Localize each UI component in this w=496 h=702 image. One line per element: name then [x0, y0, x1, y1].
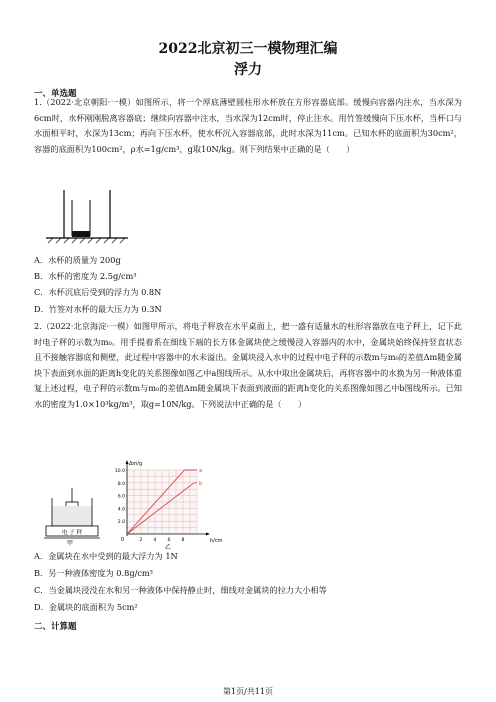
y-tick-10: 10.0 — [114, 469, 125, 474]
y-tick-4: 4.0 — [117, 507, 125, 513]
line-a-label: a — [199, 468, 203, 474]
question-2-text: 2.（2022·北京海淀·一模）如图甲所示，将电子秤放在水平桌面上，把一盛有适量水的柱形容器放在电子秤上，记下此时电子秤的示数为m₀。用手提着系在细线下端的长方体金属块使之缓慢浸入容器内的水中，金属块始终保持竖直状态且不接触容器底和侧壁，此过程中容器中的水未溢出。金属块浸入水中的过程中电子秤的示数m与m₀的差值Δm随金属块下表面到水面的距离h变化的关系图像如图乙中a图线所示。从水中取出金属块后，再将容器中的水换为另一种液体重复上述过程，电子秤的示数m与m₀的差值Δm随金属块下表面到液面的距离h变化的关系图像如图乙中b图线所示。已知水的密度为1.0×10³kg/m³，取g=10N/kg。下列说法中正确的是（ ） — [34, 321, 462, 409]
x-tick-8: 8 — [181, 538, 185, 543]
scale-label: 电 子 秤 — [62, 530, 82, 536]
origin-label: 0 — [120, 537, 124, 543]
question-1-option-d: D．竹签对水杯的最大压力为 0.3N — [34, 304, 162, 314]
question-2-option-b: B．另一种液体密度为 0.8g/cm³ — [34, 568, 153, 578]
x-tick-6: 6 — [167, 538, 171, 543]
section-heading-single-choice: 一、单选题 — [34, 89, 77, 99]
floor-hatch — [48, 238, 125, 243]
x-axis-label: h/cm — [210, 538, 223, 544]
water — [52, 506, 92, 526]
y-tick-6: 6.0 — [117, 494, 125, 500]
question-2-option-a: A．金属块在水中受到的最大浮力为 1N — [34, 551, 178, 561]
section-heading-calculation: 二、计算题 — [34, 622, 77, 632]
line-b-label: b — [199, 481, 203, 487]
page-title: 2022北京初三一模物理汇编 — [158, 41, 338, 57]
question-2-figure-jia — [44, 488, 102, 546]
figure-jia-label: 甲 — [66, 540, 74, 546]
page-subtitle: 浮力 — [234, 62, 262, 78]
x-tick-2: 2 — [139, 538, 143, 543]
question-1-option-b: B．水杯的密度为 2.5g/cm³ — [34, 271, 137, 281]
question-1-figure — [44, 186, 130, 244]
y-tick-2: 2.0 — [117, 520, 125, 526]
page-footer: 第1页/共11页 — [223, 687, 273, 696]
figure-yi-label: 乙 — [164, 544, 172, 550]
question-2-figure-yi-graph — [112, 458, 232, 550]
question-1-text: 1.（2022·北京朝阳·一模）如图所示，将一个厚底薄壁圆柱形水杯放在方形容器底部。缓慢向容器内注水，当水深为6cm时，水杯刚刚脱离容器底；继续向容器中注水，当水深为12cm时，停止注水。用竹签缓慢向下压水杯，当杯口与水面相平时，水深为13cm；再向下压水杯，使水杯沉入容器底部，此时水深为11cm。已知水杯的底面积为30cm²，容器的底面积为100cm²，ρ水=1g/cm³，g取10N/kg。则下列结果中正确的是（ ） — [34, 97, 462, 154]
question-2-option-c: C．当金属块浸没在水和另一种液体中保持静止时，细线对金属块的拉力大小相等 — [34, 585, 327, 595]
question-1-option-c: C．水杯沉底后受到的浮力为 0.8N — [34, 287, 162, 297]
question-1-option-a: A．水杯的质量为 200g — [34, 255, 121, 265]
y-tick-8: 8.0 — [117, 481, 125, 487]
cup-thick-bottom — [72, 231, 90, 237]
y-axis-label: Δm/g — [129, 461, 143, 467]
question-2-option-d: D．金属块的底面积为 5cm² — [34, 602, 138, 612]
x-tick-4: 4 — [153, 538, 157, 543]
